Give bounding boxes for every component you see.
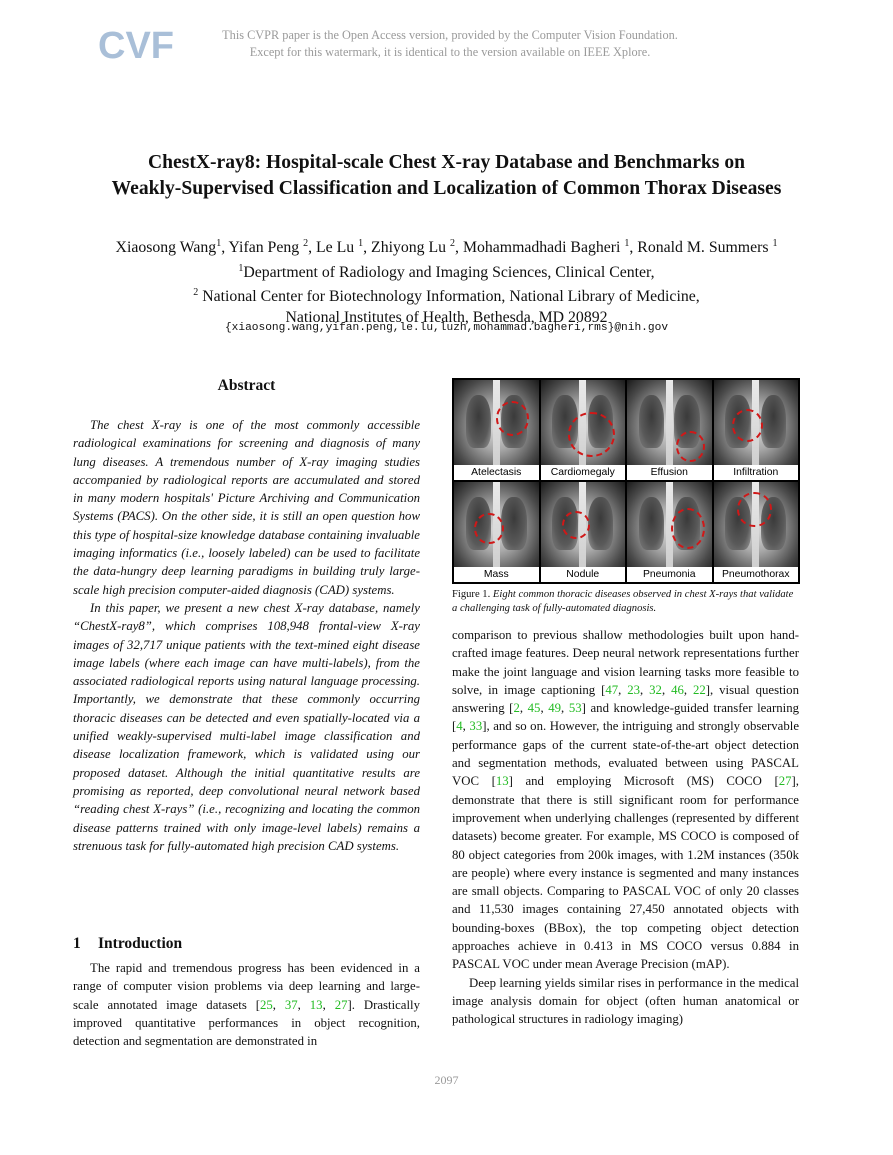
citation-link[interactable]: 49	[548, 701, 562, 716]
lung-shadow	[639, 497, 664, 550]
page-number: 2097	[434, 1073, 459, 1087]
xray-panel-label: Pneumothorax	[714, 567, 799, 582]
lung-shadow	[501, 497, 526, 550]
lesion-annotation-circle	[676, 431, 705, 462]
paper-title	[40, 150, 853, 202]
citation-link[interactable]: 27	[334, 997, 348, 1012]
right-paragraph-1: comparison to previous shallow methodologies built upon hand-crafted image features. Deep neural network representations further make the joint language and vision learning tasks more feasible to solve, in image captioning [47, 23, 32, 46, 22], visual question answering [2, 45, 49, 53] and knowledge-guided transfer learning [4, 33], and so on. However, the intriguing and strongly observable performance gaps of the current state-of-the-art object detection and segmentation methods, evaluated between using PASCAL VOC [13] and employing Microsoft (MS) COCO [27], demonstrate that there is still significant room for performance improvement when underlying challenges (represented by different datasets) become greater. For example, MS COCO is composed of 80 object categories from 200k images, with 1.2M instances (350k are people) where every instance is segmented and many instances are small objects. Comparing to PASCAL VOC of only 20 classes and 11,530 images containing 27,450 annotated objects with bounding-boxes (BBox), the top competing object detection approaches achieve in 0.413 in MS COCO versus 0.884 in PASCAL VOC under mean Average Precision (mAP).	[452, 628, 799, 972]
xray-panel-label: Cardiomegaly	[541, 465, 626, 480]
lesion-annotation-circle	[671, 508, 705, 549]
lung-shadow	[466, 395, 491, 448]
section-number: 1	[73, 935, 81, 952]
citation-link[interactable]: 13	[309, 997, 323, 1012]
affiliation-text: National Center for Biotechnology Information, National Library of Medicine,	[202, 288, 700, 305]
section-heading-introduction	[73, 935, 182, 953]
author-block	[40, 234, 853, 328]
text-run: ], and so on. However, the intriguing and strongly observable performance gaps of the current state-of-the-art object detection and segmentation methods, evaluated between using PASCAL VOC [	[452, 719, 799, 789]
citation-link[interactable]: 23	[627, 682, 641, 697]
xray-panel-nodule	[541, 482, 626, 567]
author-name: Ronald M. Summers	[637, 239, 769, 256]
citation-link[interactable]: 2	[513, 701, 520, 716]
cvf-logo-text: CVF	[98, 25, 174, 67]
citation-link[interactable]: 53	[568, 701, 582, 716]
citation-link[interactable]: 4	[456, 719, 463, 734]
citation-link[interactable]: 13	[495, 774, 509, 789]
watermark-notice	[170, 27, 730, 61]
author-sup: 1	[216, 238, 222, 249]
citation-link[interactable]: 25	[259, 997, 273, 1012]
lesion-annotation-circle	[737, 492, 771, 527]
author-sup: 1	[624, 238, 630, 249]
text-run: The rapid and tremendous progress has been evidenced in a range of computer vision problems via deep learning and large-scale annotated image datasets [	[73, 961, 420, 1012]
citation-link[interactable]: 27	[778, 774, 792, 789]
lung-shadow	[639, 395, 664, 448]
abstract-paragraph-2: In this paper, we present a new chest X-ray database, namely “ChestX-ray8”, which comprises 108,948 frontal-view X-ray images of 32,717 unique patients with the text-mined eight disease image labels (where each image can have multi-labels), from the associated radiological reports using natural language processing. Importantly, we demonstrate that these commonly occurring thoracic diseases can be detected and even spatially-located via a unified weakly-supervised multi-label image classification and disease localization framework, which is validated using our proposed dataset. Although the initial quantitative results are promising as reported, deep convolutional neural network based “reading chest X-rays” (i.e., recognizing and locating the common disease patterns trained with only image-level labels) remains a strenuous task for fully-automated high precision CAD systems.	[73, 600, 420, 853]
author-sup: 1	[358, 238, 364, 249]
citation-link[interactable]: 32	[649, 682, 662, 697]
affiliation-1	[40, 259, 853, 284]
introduction-body	[73, 959, 420, 1050]
author-name: Xiaosong Wang	[115, 239, 217, 256]
xray-panel-atelectasis	[454, 380, 539, 465]
xray-panel-pneumothorax	[714, 482, 799, 567]
xray-panel-label: Nodule	[541, 567, 626, 582]
xray-panel-cardiomegaly	[541, 380, 626, 465]
lesion-annotation-circle	[562, 511, 590, 539]
author-sup: 1	[772, 238, 778, 249]
citation-link[interactable]: 47	[605, 682, 619, 697]
author-name: Mohammadhadi Bagheri	[462, 239, 621, 256]
lung-shadow	[588, 497, 613, 550]
xray-panel-label: Atelectasis	[454, 465, 539, 480]
spine-shadow	[666, 380, 673, 465]
figure-1-caption	[452, 588, 800, 615]
author-name: Yifan Peng	[228, 239, 300, 256]
citation-link[interactable]: 37	[284, 997, 298, 1012]
xray-panel-effusion	[627, 380, 712, 465]
intro-paragraph-1: The rapid and tremendous progress has been evidenced in a range of computer vision problems via deep learning and large-scale annotated image datasets [25, 37, 13, 27]. Drastically improved quantitative performances in object recognition, detection and segmentation are demonstrated in	[73, 961, 420, 1049]
xray-panel-infiltration	[714, 380, 799, 465]
abstract-heading: Abstract	[217, 377, 276, 394]
text-run: ], demonstrate that there is still significant room for performance improvement when underlying challenges (represented by different datasets) become greater. For example, MS COCO is composed of 80 object categories from 200k images, with 1.2M instances (350k are people) where every instance is segmented and many instances are small objects. Comparing to PASCAL VOC of only 20 classes and 11,530 images containing 27,450 annotated objects with bounding-boxes (BBox), the top competing object detection approaches achieve in 0.413 in MS COCO versus 0.884 in PASCAL VOC under mean Average Precision (mAP).	[452, 774, 799, 972]
lesion-annotation-circle	[474, 513, 503, 544]
affiliation-sup: 2	[193, 287, 199, 298]
xray-panel-label: Effusion	[627, 465, 712, 480]
author-sup: 2	[303, 238, 309, 249]
xray-panel-label: Infiltration	[714, 465, 799, 480]
author-name: Zhiyong Lu	[371, 239, 447, 256]
caption-prefix: Figure 1.	[452, 589, 491, 600]
citation-link[interactable]: 22	[692, 682, 706, 697]
text-run: ]. Drastically improved quantitative performances in object recognition, detection and segmentation are demonstrated in	[73, 997, 420, 1049]
text-run: comparison to previous shallow methodologies built upon hand-crafted image features. Deep neural network representations further make the joint language and vision learning tasks more feasible to solve, in image captioning [	[452, 628, 799, 697]
author-name: Le Lu	[316, 239, 355, 256]
citation-link[interactable]: 33	[469, 719, 483, 734]
text-run: ] and employing Microsoft (MS) COCO [	[508, 774, 779, 789]
citation-link[interactable]: 45	[527, 701, 541, 716]
xray-panel-mass	[454, 482, 539, 567]
lesion-annotation-circle	[496, 401, 529, 436]
xray-panel-label: Mass	[454, 567, 539, 582]
title-line-2: Weakly-Supervised Classification and Localization of Common Thorax Diseases	[111, 178, 782, 199]
section-title: Introduction	[98, 935, 183, 952]
author-list: Xiaosong Wang$^1$, Yifan Peng $^2$, Le Lu $^1$, Zhiyong Lu $^2$, Mohammadhadi Bagheri $^1$, Ronald M. Summers $^1$	[115, 238, 778, 256]
lesion-annotation-circle	[568, 412, 614, 457]
xray-panel-label: Pneumonia	[627, 567, 712, 582]
affiliation-sup: 1	[238, 262, 244, 274]
abstract-body	[73, 416, 420, 855]
affiliation-2	[40, 283, 853, 308]
affiliation-3: National Institutes of Health, Bethesda, MD 20892	[285, 308, 608, 326]
affiliation-text: Department of Radiology and Imaging Sciences, Clinical Center,	[243, 263, 655, 281]
lesion-annotation-circle	[732, 409, 763, 442]
author-emails: {xiaosong.wang,yifan.peng,le.lu,luzh,mohammad.bagheri,rms}@nih.gov	[224, 322, 669, 334]
watermark-line-1: This CVPR paper is the Open Access version, provided by the Computer Vision Foundation.	[222, 28, 678, 42]
text-run: ], visual question answering [	[452, 682, 799, 716]
lung-shadow	[761, 395, 786, 448]
author-sup: 2	[450, 238, 456, 249]
caption-text: Eight common thoracic diseases observed in chest X-rays that validate a challenging task of fully-automated diagnosis.	[452, 589, 794, 614]
figure-1	[452, 378, 800, 584]
watermark-line-2: Except for this watermark, it is identical to the version available on IEEE Xplore.	[249, 45, 651, 59]
abstract-paragraph-1: The chest X-ray is one of the most commonly accessible radiological examinations for screening and diagnosis of many lung diseases. A tremendous number of X-ray imaging studies accompanied by radiological reports are accumulated and stored in many modern hospitals' Picture Archiving and Communication Systems (PACS). On the other side, it is still an open question how this type of hospital-size knowledge database containing invaluable imaging informatics (i.e., loosely labeled) can be used to facilitate the data-hungry deep learning paradigms in building truly large-scale high precision computer-aided diagnosis (CAD) systems.	[73, 418, 420, 597]
citation-link[interactable]: 46	[671, 682, 684, 697]
right-paragraph-2: Deep learning yields similar rises in performance in the medical image analysis domain for object (often human anatomical or pathological structures in radiology imaging)	[452, 975, 799, 1027]
xray-panel-pneumonia	[627, 482, 712, 567]
title-line-1: ChestX-ray8: Hospital-scale Chest X-ray Database and Benchmarks on	[147, 152, 746, 173]
cvf-logo	[98, 22, 174, 67]
text-run: ] and knowledge-guided transfer learning [	[452, 701, 799, 734]
right-column-body	[452, 626, 799, 1029]
